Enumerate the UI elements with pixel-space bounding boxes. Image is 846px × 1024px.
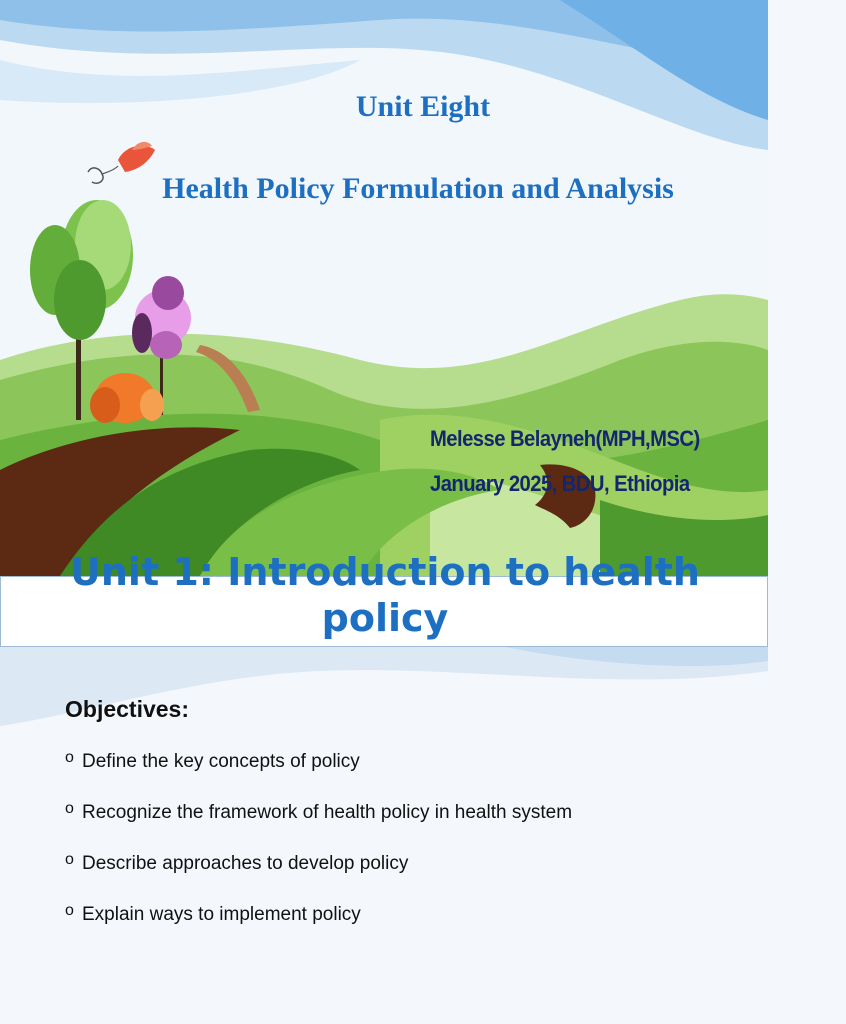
author-name: Melesse Belayneh(MPH,MSC) — [430, 426, 700, 451]
slide-heading — [1, 549, 769, 641]
objectives-slide — [0, 550, 768, 1024]
bullet-marker: o — [65, 902, 74, 919]
title-line-2: Health Policy Formulation and Analysis — [162, 172, 674, 205]
list-item — [65, 802, 572, 853]
objectives-label: Objectives: — [65, 696, 189, 722]
objective-text: Recognize the framework of health policy in health system — [82, 802, 573, 823]
objectives-list — [65, 751, 572, 955]
date-place: January 2025, BDU, Ethiopia — [430, 471, 690, 496]
objective-text: Explain ways to implement policy — [82, 904, 361, 925]
bullet-marker: o — [65, 749, 74, 766]
bullet-marker: o — [65, 800, 74, 817]
slide-heading-line-2: policy — [321, 596, 449, 640]
list-item — [65, 853, 572, 904]
objective-text: Describe approaches to develop policy — [82, 853, 409, 874]
list-item — [65, 904, 572, 955]
list-item — [65, 751, 572, 802]
bullet-marker: o — [65, 851, 74, 868]
heading-box — [0, 550, 768, 647]
slide-heading-line-1: Unit 1: Introduction to health — [70, 550, 700, 594]
objective-text: Define the key concepts of policy — [82, 751, 360, 772]
title-line-1: Unit Eight — [355, 90, 491, 123]
